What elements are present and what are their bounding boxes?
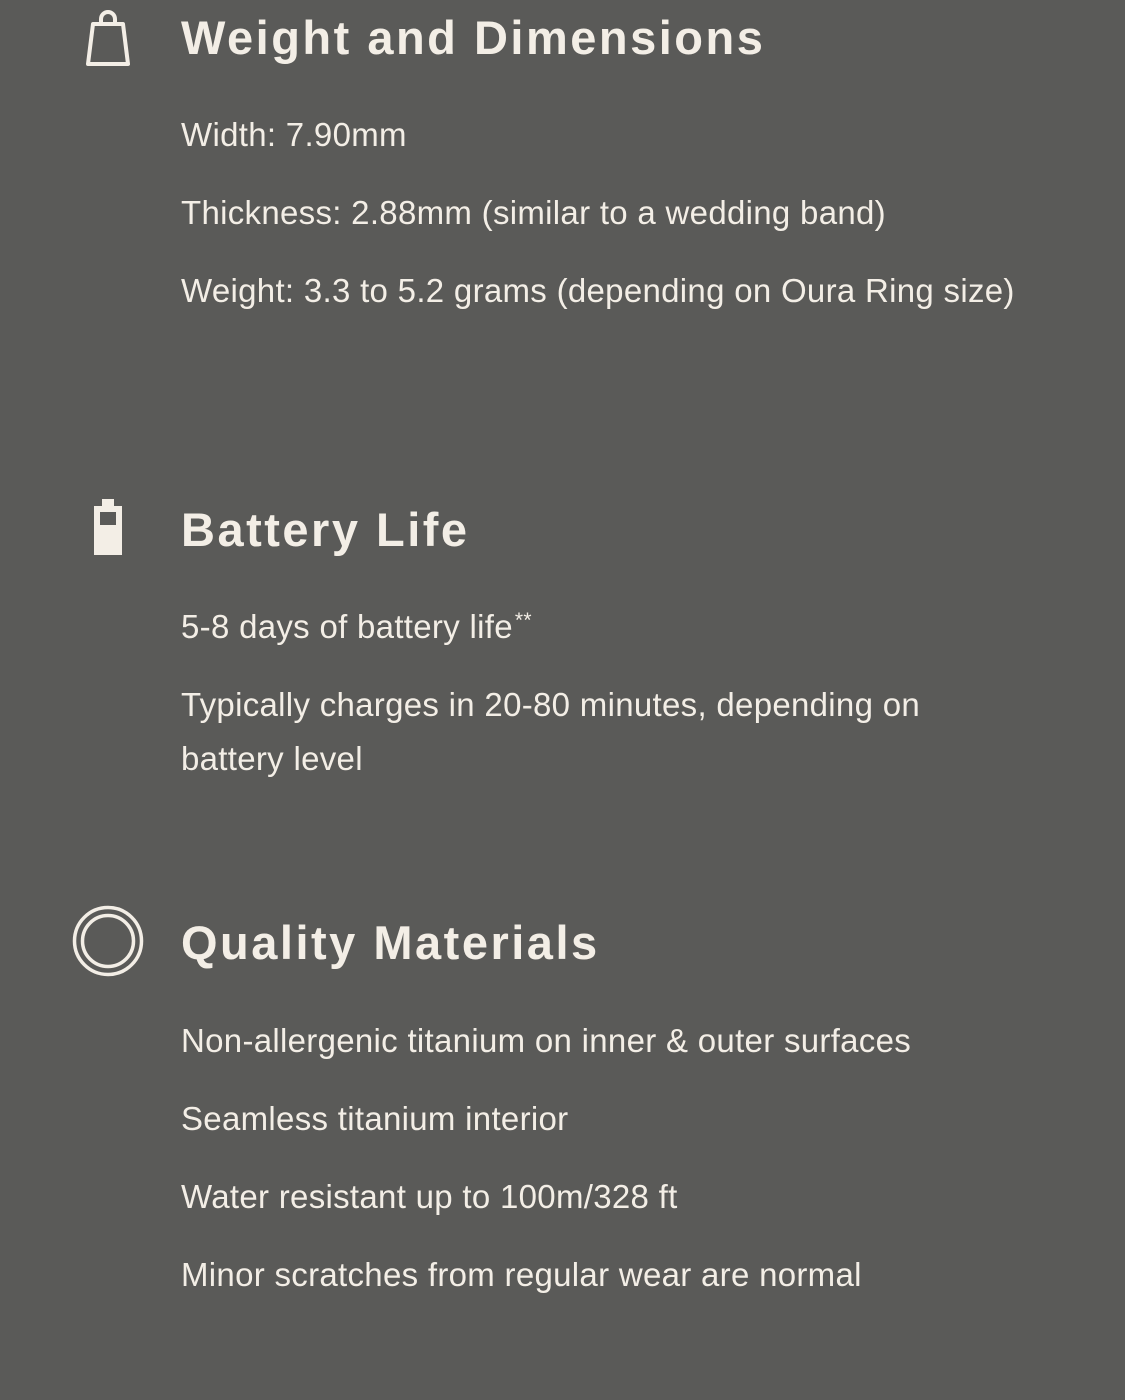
battery-icon [72, 492, 144, 564]
shopping-bag-icon [72, 2, 144, 74]
spec-item: Weight: 3.3 to 5.2 grams (depending on Oura Ring size) [181, 272, 1015, 309]
spec-item: Non-allergenic titanium on inner & outer surfaces [181, 1022, 912, 1059]
section-title: Battery Life [181, 503, 470, 556]
spec-item-text: 5-8 days of battery life [181, 608, 513, 645]
spec-item: Water resistant up to 100m/328 ft [181, 1178, 678, 1215]
spec-item: Minor scratches from regular wear are normal [181, 1256, 862, 1293]
spec-item: Width: 7.90mm [181, 116, 407, 153]
section-title: Weight and Dimensions [181, 11, 766, 64]
footnote-mark: ** [514, 609, 532, 632]
spec-item: Thickness: 2.88mm (similar to a wedding band) [181, 194, 886, 231]
ring-icon [72, 905, 144, 977]
spec-item: Seamless titanium interior [181, 1100, 569, 1137]
spec-item [181, 600, 1021, 654]
spec-item: Typically charges in 20-80 minutes, depending on battery level [181, 686, 921, 777]
section-title: Quality Materials [181, 916, 600, 969]
